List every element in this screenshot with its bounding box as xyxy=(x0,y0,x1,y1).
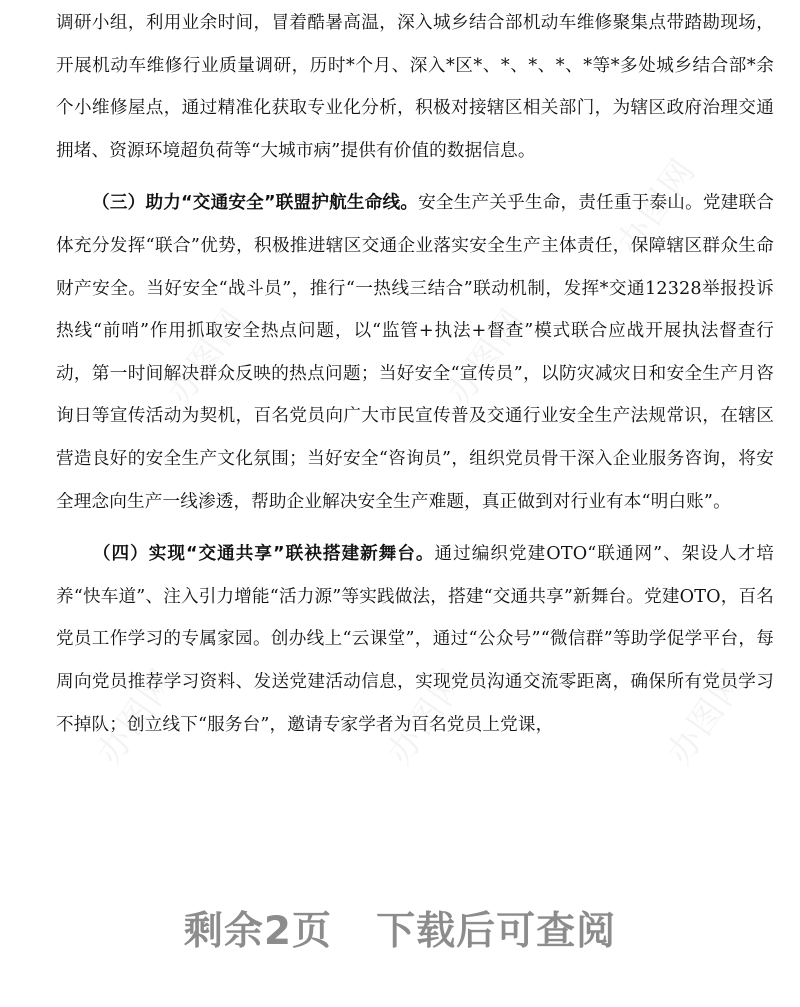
section-three-body: 安全生产关乎生命，责任重于泰山。党建联合体充分发挥“联合”优势，积极推进辖区交通企业落实安全生产主体责任，保障辖区群众生命财产安全。当好安全“战斗员”，推行“一热线三结合”联动机制，发挥*交通12328举报投诉热线“前哨”作用抓取安全热点问题，以“监管+执法+督查”模式联合应战开展执法督查行动，第一时间解决群众反映的热点问题；当好安全“宣传员”，以防灾减灾日和安全生产月咨询日等宣传活动为契机，百名党员向广大市民宣传普及交通行业安全生产法规常识，在辖区营造良好的安全生产文化氛围；当好安全“咨询员”，组织党员骨干深入企业服务咨询，将安全理念向生产一线渗透，帮助企业解决安全生产难题，真正做到对行业有本“明白账”。 xyxy=(56,193,774,512)
download-banner[interactable] xyxy=(0,900,800,956)
watermark: 办图网 xyxy=(609,150,705,263)
watermark: 办图网 xyxy=(439,300,535,413)
document-body xyxy=(56,2,774,746)
remaining-pages-label: 剩余2页 xyxy=(183,909,333,954)
watermark: 办图网 xyxy=(659,660,755,773)
section-four-heading: （四）实现“交通共享”联袂搭建新舞台。 xyxy=(92,544,435,565)
section-four-body: 通过编织党建OTO“联通网”、架设人才培养“快车道”、注入引力增能“活力源”等实践做法，搭建“交通共享”新舞台。党建OTO，百名党员工作学习的专属家园。创办线上“云课堂”，通过“公众号”“微信群”等助学促学平台，每周向党员推荐学习资料、发送党建活动信息，实现党员沟通交流零距离，确保所有党员学习不掉队；创立线下“服务台”，邀请专家学者为百名党员上党课， xyxy=(56,544,774,735)
paragraph-continuation xyxy=(56,2,774,172)
section-three-heading: （三）助力“交通安全”联盟护航生命线。 xyxy=(92,193,419,214)
section-four xyxy=(56,533,774,746)
watermark: 办图网 xyxy=(159,300,255,413)
watermark: 办图网 xyxy=(379,660,475,773)
section-three xyxy=(56,182,774,523)
download-hint-label: 下载后可查阅 xyxy=(376,909,617,954)
watermark: 办图网 xyxy=(89,660,185,773)
paragraph-text: 调研小组，利用业余时间，冒着酷暑高温，深入城乡结合部机动车维修聚集点带踏勘现场，开展机动车维修行业质量调研，历时*个月、深入*区*、*、*、*、*等*多处城乡结合部*余个小维修屋点，通过精准化获取专业化分析，积极对接辖区相关部门，为辖区政府治理交通拥堵、资源环境超负荷等“大城市病”提供有价值的数据信息。 xyxy=(56,13,774,161)
